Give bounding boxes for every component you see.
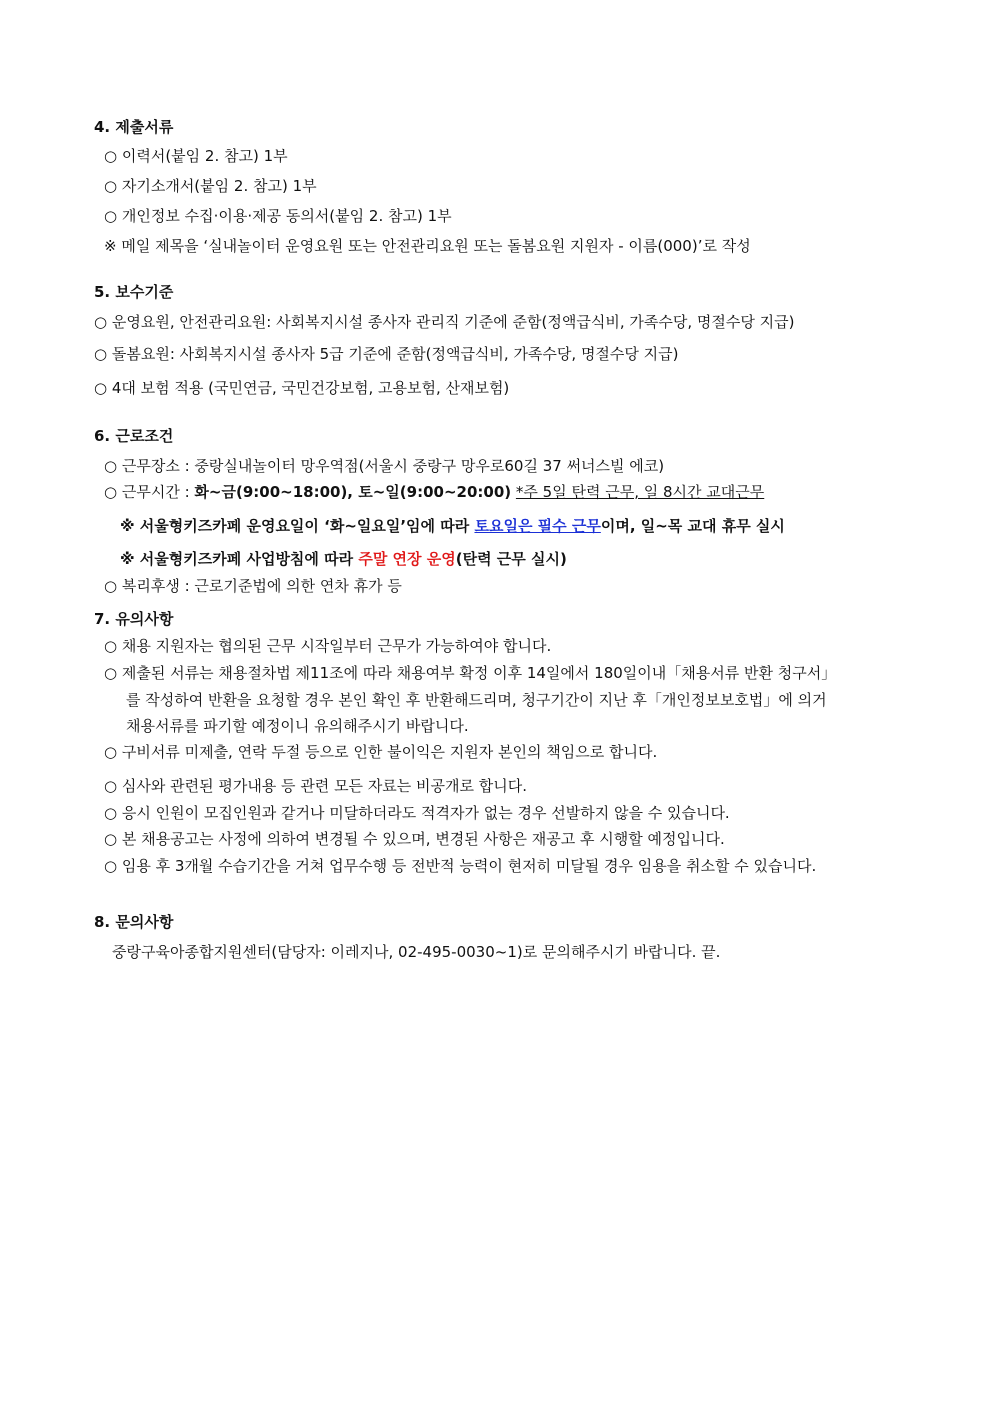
list-item: ○ 구비서류 미제출, 연락 두절 등으로 인한 불이익은 지원자 본인의 책임으로 합니다. (104, 743, 658, 761)
contact-text: 중랑구육아종합지원센터(담당자: 이레지나, 02-495-0030~1)로 문의해주시기 바랍니다. 끝. (112, 943, 721, 961)
section-8-title: 8. 문의사항 (94, 913, 174, 931)
list-item: ○ 돌봄요원: 사회복지시설 종사자 5급 기준에 준함(정액급식비, 가족수당, 명절수당 지급) (94, 345, 679, 363)
note-weekend-c: (탄력 근무 실시) (455, 550, 567, 568)
list-item-continued: 를 작성하여 반환을 요청할 경우 본인 확인 후 반환해드리며, 청구기간이 지난 후「개인정보보호법」에 의거 (126, 691, 827, 709)
list-item: ○ 자기소개서(붙임 2. 참고) 1부 (104, 177, 317, 195)
list-item: ○ 응시 인원이 모집인원과 같거나 미달하더라도 적격자가 없는 경우 선발하지 않을 수 있습니다. (104, 804, 730, 822)
note-saturday-highlight: 토요일은 필수 근무 (474, 517, 601, 535)
work-time (104, 482, 764, 502)
list-item-continued: 채용서류를 파기할 예정이니 유의해주시기 바랍니다. (126, 717, 469, 735)
section-4-title: 4. 제출서류 (94, 118, 174, 136)
note-weekend (120, 549, 567, 569)
list-item: ○ 운영요원, 안전관리요원: 사회복지시설 종사자 관리직 기준에 준함(정액급식비, 가족수당, 명절수당 지급) (94, 313, 795, 331)
work-time-hours: 화~금(9:00~18:00), 토~일(9:00~20:00) (194, 483, 512, 501)
note-weekend-a: ※ 서울형키즈카페 사업방침에 따라 (120, 550, 359, 568)
note-saturday-c: 이며, 일~목 교대 휴무 실시 (600, 517, 785, 535)
note-text: ※ 메일 제목을 ‘실내놀이터 운영요원 또는 안전관리요원 또는 돌봄요원 지원자 - 이름(000)’로 작성 (104, 237, 751, 255)
section-5-title: 5. 보수기준 (94, 283, 174, 301)
list-item: ○ 개인정보 수집·이용·제공 동의서(붙임 2. 참고) 1부 (104, 207, 452, 225)
list-item: ○ 4대 보험 적용 (국민연금, 국민건강보험, 고용보험, 산재보험) (94, 379, 510, 397)
note-saturday (120, 516, 785, 536)
work-time-note: *주 5일 탄력 근무, 일 8시간 교대근무 (515, 483, 765, 501)
section-7-title: 7. 유의사항 (94, 610, 174, 628)
list-item: ○ 채용 지원자는 협의된 근무 시작일부터 근무가 가능하여야 합니다. (104, 637, 552, 655)
list-item: ○ 임용 후 3개월 수습기간을 거쳐 업무수행 등 전반적 능력이 현저히 미달될 경우 임용을 취소할 수 있습니다. (104, 857, 817, 875)
section-6-title: 6. 근로조건 (94, 427, 174, 445)
list-item: ○ 본 채용공고는 사정에 의하여 변경될 수 있으며, 변경된 사항은 재공고 후 시행할 예정입니다. (104, 830, 725, 848)
list-item: ○ 심사와 관련된 평가내용 등 관련 모든 자료는 비공개로 합니다. (104, 777, 528, 795)
welfare: ○ 복리후생 : 근로기준법에 의한 연차 휴가 등 (104, 577, 402, 595)
work-time-prefix: ○ 근무시간 : (104, 483, 195, 501)
note-saturday-a: ※ 서울형키즈카페 운영요일이 ‘화~일요일’임에 따라 (120, 517, 475, 535)
list-item: ○ 제출된 서류는 채용절차법 제11조에 따라 채용여부 확정 이후 14일에서 180일이내「채용서류 반환 청구서」 (104, 664, 837, 682)
list-item: ○ 이력서(붙임 2. 참고) 1부 (104, 147, 288, 165)
work-place: ○ 근무장소 : 중랑실내놀이터 망우역점(서울시 중랑구 망우로60길 37 써너스빌 에코) (104, 457, 665, 475)
note-weekend-highlight: 주말 연장 운영 (358, 550, 456, 568)
